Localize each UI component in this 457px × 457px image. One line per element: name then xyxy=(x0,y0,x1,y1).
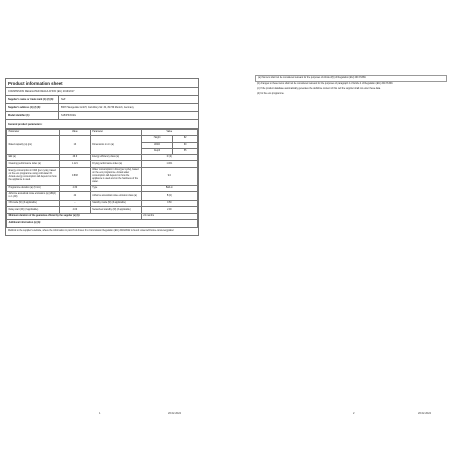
programme-duration-value: 4:30 xyxy=(60,185,91,191)
off-mode-value: – xyxy=(60,201,91,207)
supplier-name-row xyxy=(6,96,198,104)
header-value: Value xyxy=(60,130,91,136)
airborne-class-value: B (b) xyxy=(141,191,197,200)
page-1 xyxy=(3,75,199,415)
energy-consumption-value: 0.838 xyxy=(60,167,91,185)
energy-class-value: D (b) xyxy=(141,155,197,161)
water-consumption-label: Water consumption in litres [per cycle], based on the eco programme. Actual water consumption will depend on how the appliance is used and on the hardness of the water. xyxy=(90,167,141,185)
drying-label: Drying performance index (a) xyxy=(90,161,141,167)
width-label: Width xyxy=(141,142,173,148)
standby-label: Standby mode (W) (if applicable) xyxy=(90,201,141,207)
table-row xyxy=(7,219,198,227)
product-information-sheet xyxy=(5,78,199,236)
model-identifier-value: S153HKX02G xyxy=(61,114,77,117)
networked-standby-label: Networked standby (W) (if applicable) xyxy=(90,207,141,213)
cleaning-value: 1.121 xyxy=(60,161,91,167)
additional-info-label: Additional information (a) (b): xyxy=(7,219,198,227)
header-parameter-2: Parameter xyxy=(90,130,141,136)
networked-standby-value: 2.00 xyxy=(141,207,197,213)
supplier-address-value: BSH Hausgeräte GmbH, Carl-Wery-Str. 34, 81739 Munich, Germany xyxy=(61,106,134,109)
additional-info-text: Weblink to the supplier's website, where the information in point 6 of Annex II to Commission Regulation (EU) 2019/2022 is found: www.neff-home.com/energylabel xyxy=(8,229,174,232)
height-value: 82 xyxy=(173,136,198,142)
height-label: Height xyxy=(141,136,173,142)
guarantee-value: 24 months xyxy=(141,213,197,219)
page-2 xyxy=(255,75,451,415)
footnote-a: (a) this item shall not be considered relevant for the purposes of Article 2(6) of Regulation (EU) 2017/1369. xyxy=(255,75,447,82)
table-row xyxy=(7,167,198,185)
drying-value: 1.061 xyxy=(141,161,197,167)
general-parameters-heading: General product parameters: xyxy=(6,120,198,129)
header-parameter: Parameter xyxy=(7,130,60,136)
page-number: 2 xyxy=(353,412,355,415)
page-date: 26.02.2024 xyxy=(168,412,181,415)
delay-start-value: 4.00 xyxy=(60,207,91,213)
cleaning-label: Cleaning performance index (a) xyxy=(7,161,60,167)
footnote-c: (c) If the product database automatically generates the definitive content of this cell the supplier shall not enter these data. xyxy=(257,88,381,90)
parameters-table xyxy=(6,129,198,228)
depth-value: 55 xyxy=(173,148,198,154)
depth-label: Depth xyxy=(141,148,173,154)
type-label: Type xyxy=(90,185,141,191)
rated-capacity-label: Rated capacity (a) (ps) xyxy=(7,136,60,155)
delay-start-label: Delay start (W) (if applicable) xyxy=(7,207,60,213)
off-mode-label: Off-mode (W) (if applicable) xyxy=(7,201,60,207)
standby-value: 0.50 xyxy=(141,201,197,207)
supplier-address-label: Supplier's address (1) (2) (3): xyxy=(6,104,59,111)
supplier-address-row xyxy=(6,104,198,112)
water-consumption-value: 9.0 xyxy=(141,167,197,185)
airborne-emissions-value: 42 xyxy=(60,191,91,200)
energy-consumption-label: Energy consumption in kWh [per cycle], based on the eco programme using cold water fill. Actual energy consumption will depend on how the appliance is used. xyxy=(7,167,60,185)
guarantee-label: Minimum duration of the guarantee offered by the supplier (a) (b): xyxy=(7,213,142,219)
header-value-2: Value xyxy=(141,130,197,136)
supplier-name-value: Neff xyxy=(61,98,66,101)
page-number: 1 xyxy=(99,412,101,415)
footnote-b: (b) changes to these items shall not be considered relevant for the purposes of paragraph 4 of Article 4 of Regulation (EU) 2017/1369. xyxy=(257,83,393,85)
eei-value: 49.9 xyxy=(60,155,91,161)
dimensions-label: Dimensions in cm (a) xyxy=(90,136,141,155)
regulation-reference: COMMISSION DELEGATED REGULATION (EU) 2019/2017 xyxy=(6,88,198,96)
eei-label: EEI (a) xyxy=(7,155,60,161)
rated-capacity-value: 13 xyxy=(60,136,91,155)
model-identifier-row xyxy=(6,112,198,120)
sheet-title: Product information sheet xyxy=(6,79,198,88)
width-value: 60 xyxy=(173,142,198,148)
footnote-d: (d) for the eco programme. xyxy=(257,93,285,95)
type-value: Built-in xyxy=(141,185,197,191)
footnotes xyxy=(255,75,447,97)
airborne-emissions-label: Airborne acoustical noise emissions (a) (dB(A) re 1 pW) xyxy=(7,191,60,200)
table-row xyxy=(7,191,198,200)
energy-class-label: Energy efficiency class (a) xyxy=(90,155,141,161)
programme-duration-label: Programme duration (a) (h:min) xyxy=(7,185,60,191)
airborne-class-label: Airborne acoustical noise emission class (a) xyxy=(90,191,141,200)
supplier-name-label: Supplier's name or trade mark (1) (2) (3): xyxy=(6,96,59,103)
model-identifier-label: Model identifier (1): xyxy=(6,112,59,119)
page-date: 26.02.2024 xyxy=(418,412,431,415)
